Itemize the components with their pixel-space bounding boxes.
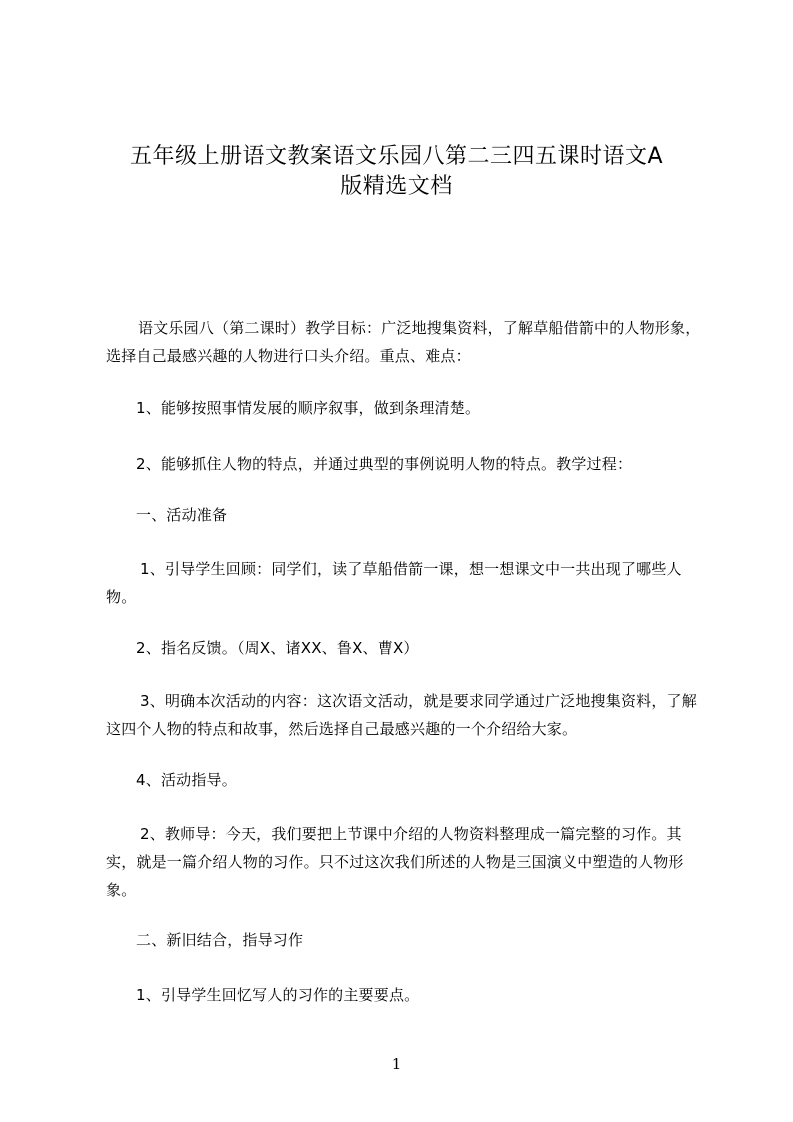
paragraph-text: 2、能够抓住人物的特点，并通过典型的事例说明人物的特点。教学过程：: [136, 455, 633, 473]
paragraph: [106, 394, 706, 422]
title-line-2: 版精选文档: [340, 174, 453, 199]
paragraph-text: 3、明确本次活动的内容：这次语文活动，就是要求同学通过广泛地搜集资料，了解这四个人物的特点和故事，然后选择自己最感兴趣的一个介绍给大家。: [106, 692, 697, 738]
section-heading: [106, 926, 706, 954]
paragraph-text: 语文乐园八（第二课时）教学目标：广泛地搜集资料，了解草船借箭中的人物形象，选择自己最感兴趣的人物进行口头介绍。重点、难点：: [106, 319, 701, 365]
paragraph: [106, 687, 706, 743]
paragraph-text: 2、指名反馈。（周X、诸XX、鲁X、曹X）: [136, 639, 419, 657]
paragraph-text: 1、引导学生回顾：同学们，读了草船借箭一课，想一想课文中一共出现了哪些人物。: [106, 560, 682, 606]
paragraph-text: 1、能够按照事情发展的顺序叙事，做到条理清楚。: [136, 399, 481, 417]
paragraph-text: 二、新旧结合，指导习作: [136, 931, 304, 949]
section-heading: [106, 501, 706, 529]
paragraph: [106, 634, 706, 662]
paragraph: [106, 766, 706, 794]
paragraph: [106, 314, 706, 370]
paragraph: [106, 820, 706, 904]
paragraph-text: 一、活动准备: [136, 506, 228, 524]
title-line-1: 五年级上册语文教案语文乐园八第二三四五课时语文A: [129, 144, 664, 169]
paragraph-text: 2、教师导：今天，我们要把上节课中介绍的人物资料整理成一篇完整的习作。其实，就是一篇介绍人物的习作。只不过这次我们所述的人物是三国演义中塑造的人物形象。: [106, 825, 684, 899]
paragraph: [106, 450, 706, 478]
paragraph-text: 1、引导学生回忆写人的习作的主要要点。: [136, 986, 420, 1004]
document-title: [100, 142, 693, 202]
paragraph: [106, 981, 706, 1009]
paragraph-text: 4、活动指导。: [136, 771, 237, 789]
paragraph: [106, 555, 706, 611]
page-number: 1: [391, 1055, 402, 1073]
